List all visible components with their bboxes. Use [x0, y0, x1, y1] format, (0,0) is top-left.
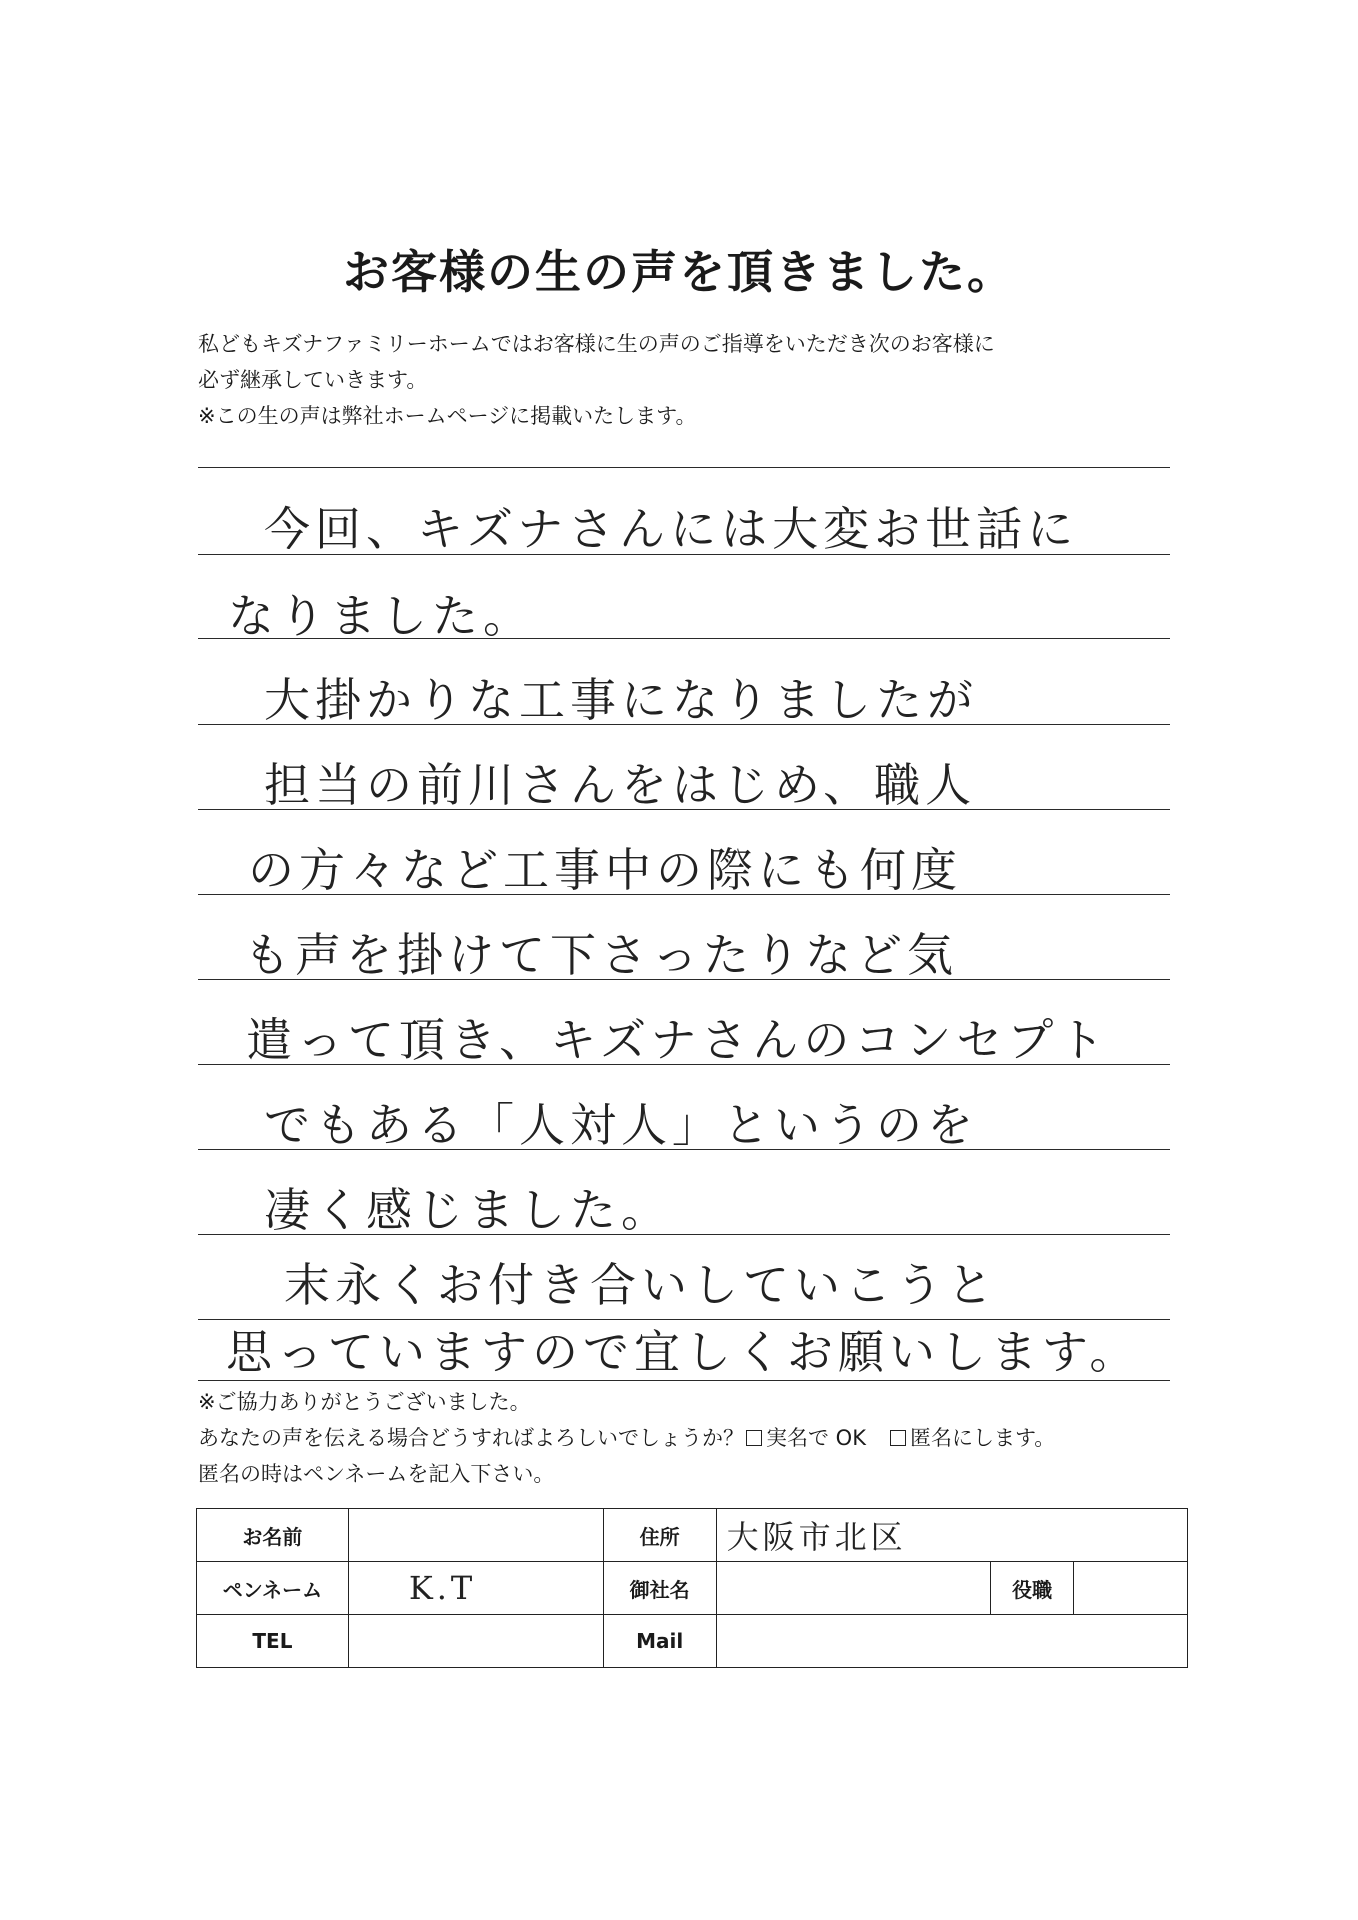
- name-label: お名前: [197, 1509, 349, 1562]
- table-row: [197, 1509, 1188, 1562]
- real-name-checkbox[interactable]: [746, 1430, 762, 1446]
- tel-label: TEL: [197, 1615, 349, 1668]
- pen-name-field[interactable]: K.T: [348, 1562, 603, 1615]
- name-field[interactable]: [348, 1509, 603, 1562]
- ruled-line: [198, 1319, 1170, 1320]
- table-row: [197, 1562, 1188, 1615]
- message-line: 思っていますので宜しくお願いします。: [226, 1325, 1141, 1379]
- anonymous-checkbox[interactable]: [890, 1430, 906, 1446]
- pen-name-label: ペンネーム: [197, 1562, 349, 1615]
- pen-name-note: 匿名の時はペンネームを記入下さい。: [198, 1462, 555, 1486]
- tel-field[interactable]: [348, 1615, 603, 1668]
- message-line: 担当の前川さんをはじめ、職人: [264, 758, 977, 812]
- message-line: でもある「人対人」というのを: [264, 1098, 978, 1152]
- table-row: [197, 1615, 1188, 1668]
- footer-notes: [198, 1384, 1198, 1492]
- intro-line: ※この生の声は弊社ホームページに掲載いたします。: [198, 404, 697, 428]
- message-line: 大掛かりな工事になりましたが: [264, 673, 978, 727]
- position-label: 役職: [991, 1562, 1074, 1615]
- message-line: 今回、キズナさんには大変お世話に: [264, 502, 1079, 556]
- message-line: 凄く感じました。: [264, 1183, 672, 1237]
- anonymous-label: 匿名にします。: [909, 1426, 1056, 1450]
- page-title: お客様の生の声を頂きました。: [343, 245, 1015, 299]
- consent-question-row: [198, 1420, 1198, 1456]
- mail-label: Mail: [603, 1615, 716, 1668]
- customer-info-table: [196, 1508, 1188, 1668]
- message-line: なりました。: [228, 589, 534, 643]
- thanks-text: ※ご協力ありがとうございました。: [198, 1390, 531, 1414]
- address-label: 住所: [603, 1509, 716, 1562]
- mail-field[interactable]: [716, 1615, 1187, 1668]
- position-field[interactable]: [1074, 1562, 1188, 1615]
- intro-text: [198, 326, 1188, 434]
- real-name-label: 実名で OK: [766, 1426, 866, 1450]
- message-line: 末永くお付き合いしていこうと: [284, 1258, 998, 1312]
- company-field[interactable]: [716, 1562, 991, 1615]
- message-line: も声を掛けて下さったりなど気: [244, 928, 958, 982]
- company-label: 御社名: [603, 1562, 716, 1615]
- message-line: 遣って頂き、キズナさんのコンセプト: [246, 1013, 1110, 1067]
- intro-line: 必ず継承していきます。: [198, 368, 428, 392]
- consent-question: あなたの声を伝える場合どうすればよろしいでしょうか？: [198, 1426, 744, 1450]
- address-field[interactable]: 大阪市北区: [716, 1509, 1187, 1562]
- intro-line: 私どもキズナファミリーホームではお客様に生の声のご指導をいただき次のお客様に: [198, 332, 995, 356]
- ruled-line: [198, 467, 1170, 468]
- message-line: の方々など工事中の際にも何度: [248, 843, 962, 897]
